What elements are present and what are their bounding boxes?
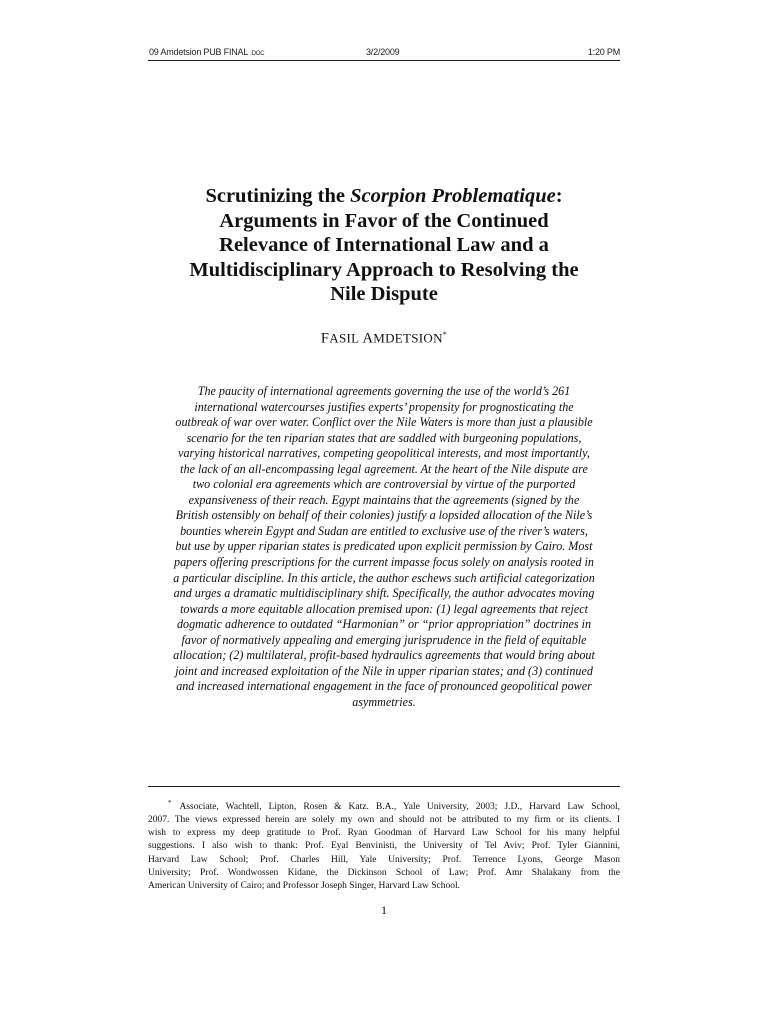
- abstract-line: the lack of an all-encompassing legal agreement. At the heart of the Nile dispute are: [180, 461, 588, 476]
- abstract-line: varying historical narratives, competing geopolitical interests, and most importantly,: [178, 446, 590, 461]
- abstract-line: papers offering prescriptions for the current impasse focus solely on analysis rooted in: [174, 555, 594, 570]
- abstract-line: allocation; (2) multilateral, profit-based hydraulics agreements that would bring about: [173, 648, 595, 663]
- author-first-rest: ASIL: [329, 330, 359, 346]
- header-time: 1:20 PM: [587, 47, 620, 57]
- running-header: [148, 47, 620, 61]
- abstract-line: bounties wherein Egypt and Sudan are entitled to exclusive use of the river’s waters,: [180, 523, 588, 538]
- footnote-line-text: Associate, Wachtell, Lipton, Rosen & Katz. B.A., Yale University, 2003; J.D., Harvard Law School,: [179, 802, 620, 813]
- abstract-line: international watercourses justifies experts’ propensity for prognosticating the: [194, 399, 574, 414]
- abstract-line: outbreak of war over water. Conflict over the Nile Waters is more than just a plausible: [175, 415, 593, 430]
- footnote-line: wish to express my deep gratitude to Prof. Ryan Goodman of Harvard Law School for his many helpful: [148, 828, 620, 839]
- abstract-line: joint and increased exploitation of the Nile in upper riparian states; and (3) continued: [175, 663, 593, 678]
- abstract-line: and urges a dramatic multidisciplinary shift. Specifically, the author advocates moving: [173, 586, 595, 601]
- abstract-line: and increased international engagement in the face of pronounced geopolitical power: [176, 679, 592, 694]
- abstract-line: towards a more equitable allocation premised upon: (1) legal agreements that reject: [180, 601, 588, 616]
- abstract-line: two colonial era agreements which are controversial by virtue of the purported: [192, 477, 576, 492]
- author-last-initial: A: [362, 330, 374, 347]
- footnote-line: [148, 797, 620, 814]
- footnote-mark: *: [168, 799, 172, 807]
- title-line: Relevance of International Law and a: [219, 234, 549, 256]
- abstract: [148, 384, 620, 710]
- abstract-line: British ostensibly on behalf of their colonies) justify a lopsided allocation of the Nile’s: [175, 508, 593, 523]
- header-filename: [149, 47, 264, 57]
- abstract-line: dogmatic adherence to outdated “Harmonian” or “prior appropriation” doctrines in: [177, 617, 591, 632]
- author-footnote-mark[interactable]: *: [442, 330, 448, 339]
- footnote-line: suggestions. I also wish to thank: Prof. Eyal Benvinisti, the University of Tel Aviv; Prof. Tyler Giannini,: [148, 841, 620, 852]
- footnote-line: Harvard Law School; Prof. Charles Hill, Yale University; Prof. Terrence Lyons, George Mason: [148, 854, 620, 865]
- footnote-divider: [148, 786, 620, 787]
- abstract-line: scenario for the ten riparian states that are saddled with burgeoning populations,: [186, 430, 582, 445]
- abstract-line: but use by upper riparian states is predicated upon explicit permission by Cairo. Most: [175, 539, 593, 554]
- header-filename-text: 09 Amdetsion PUB FINAL: [149, 47, 248, 57]
- author-last-rest: MDETSION: [373, 330, 443, 346]
- abstract-line: expansiveness of their reach. Egypt maintains that the agreements (signed by the: [188, 492, 580, 507]
- abstract-line: favor of normatively appealing and emerging jurisprudence in the field of equitable: [181, 632, 587, 647]
- abstract-line: The paucity of international agreements governing the use of the world’s 261: [197, 384, 571, 398]
- author-first-initial: F: [320, 330, 330, 347]
- header-date: 3/2/2009: [366, 47, 400, 57]
- title-italic: Scorpion Problematique: [350, 185, 556, 207]
- title-part2: :: [555, 185, 563, 207]
- article-title: [148, 184, 620, 307]
- abstract-line: a particular discipline. In this article, the author eschews such artificial categorization: [173, 570, 595, 585]
- title-line: Arguments in Favor of the Continued: [219, 209, 549, 232]
- header-filename-ext: .DOC: [250, 51, 265, 57]
- abstract-line: asymmetries.: [352, 694, 416, 709]
- footnote-line: 2007. The views expressed herein are solely my own and should not be attributed to my firm or its clients. I: [148, 815, 620, 826]
- page-number: 1: [381, 903, 387, 917]
- title-part1: Scrutinizing the: [205, 185, 351, 207]
- title-line: Multidisciplinary Approach to Resolving the: [189, 258, 579, 281]
- author-name: [148, 330, 620, 347]
- title-line: Nile Dispute: [330, 283, 438, 305]
- title-line: [148, 184, 620, 209]
- footnote: [148, 797, 620, 893]
- footnote-line: University; Prof. Wondwossen Kidane, the Dickinson School of Law; Prof. Amr Shalakany from the: [148, 867, 620, 878]
- footnote-line: American University of Cairo; and Professor Joseph Singer, Harvard Law School.: [148, 880, 460, 891]
